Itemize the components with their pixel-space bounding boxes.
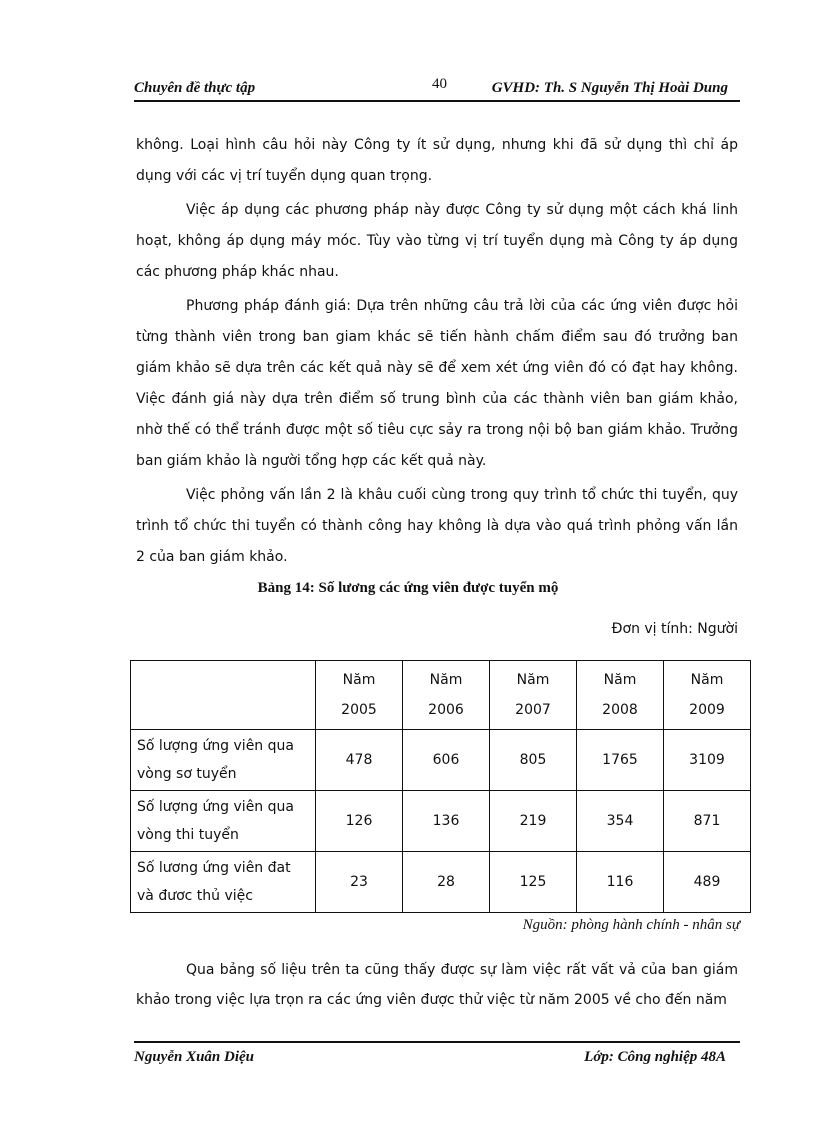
table-cell: 136 <box>403 791 490 852</box>
header-report-title: Chuyên đề thực tập <box>134 80 256 96</box>
table-header-cell <box>664 661 751 730</box>
year-value: 2007 <box>515 702 551 718</box>
closing-text <box>136 955 738 1015</box>
table-cell: 126 <box>316 791 403 852</box>
year-value: 2009 <box>689 702 725 718</box>
table-cell: 489 <box>664 852 751 913</box>
table-cell: 871 <box>664 791 751 852</box>
paragraph-3: Phương pháp đánh giá: Dựa trên những câu trả lời của các ứng viên được hỏi từng thành viên trong ban giam khác sẽ tiến hành chấm điểm sau đó trưởng ban giám khảo sẽ dựa trên các kết quả này sẽ để xem xét ứng viên đó có đạt hay không. Việc đánh giá này dựa trên điểm số trung bình của các thành viên ban giám khảo, nhờ thế có thể tránh được một số tiêu cực sảy ra trong nội bộ ban giám khảo. Trưởng ban giám khảo là người tổng hợp các kết quả này. <box>136 298 738 469</box>
table-cell: 606 <box>403 730 490 791</box>
table-cell: 116 <box>577 852 664 913</box>
year-label: Năm <box>690 672 724 688</box>
table-header-cell <box>490 661 577 730</box>
year-value: 2008 <box>602 702 638 718</box>
table-unit: Đơn vị tính: Người <box>611 621 738 637</box>
page-footer <box>134 1041 740 1069</box>
year-label: Năm <box>603 672 637 688</box>
page-number: 40 <box>432 76 447 92</box>
paragraph-5: Qua bảng số liệu trên ta cũng thấy được sự làm việc rất vất vả của ban giám khảo trong việc lựa trọn ra các ứng viên được thử việc từ năm 2005 về cho đến năm <box>136 962 738 1008</box>
table-source: Nguồn: phòng hành chính - nhân sự <box>522 917 740 933</box>
row-label: Số lượng ứng viên qua vòng sơ tuyển <box>131 730 316 791</box>
table-cell: 354 <box>577 791 664 852</box>
table-header-cell <box>403 661 490 730</box>
table-cell: 3109 <box>664 730 751 791</box>
table-cell: 23 <box>316 852 403 913</box>
table-corner-cell <box>131 661 316 730</box>
row-label: Số lương ứng viên đat và đươc thủ việc <box>131 852 316 913</box>
paragraph-4: Việc phỏng vấn lần 2 là khâu cuối cùng trong quy trình tổ chức thi tuyển, quy trình tổ chức thi tuyển có thành công hay không là dựa vào quá trình phỏng vấn lần 2 của ban giám khảo. <box>136 487 738 565</box>
table-cell: 28 <box>403 852 490 913</box>
table-row <box>131 730 751 791</box>
table-header-cell <box>577 661 664 730</box>
table-row <box>131 852 751 913</box>
row-label: Số lượng ứng viên qua vòng thi tuyển <box>131 791 316 852</box>
table-cell: 805 <box>490 730 577 791</box>
table-cell: 1765 <box>577 730 664 791</box>
table-row <box>131 791 751 852</box>
body-text <box>136 130 738 576</box>
year-value: 2006 <box>428 702 464 718</box>
year-label: Năm <box>429 672 463 688</box>
year-value: 2005 <box>341 702 377 718</box>
table-cell: 219 <box>490 791 577 852</box>
table-header-row <box>131 661 751 730</box>
table-header-cell <box>316 661 403 730</box>
footer-author: Nguyễn Xuân Diệu <box>134 1049 255 1065</box>
header-supervisor: GVHD: Th. S Nguyễn Thị Hoài Dung <box>491 80 728 96</box>
table-caption: Bảng 14: Số lương các ứng viên được tuyển mộ <box>257 580 559 596</box>
page-header <box>134 76 740 102</box>
candidates-table <box>130 660 751 913</box>
table-cell: 125 <box>490 852 577 913</box>
year-label: Năm <box>516 672 550 688</box>
year-label: Năm <box>342 672 376 688</box>
paragraph-2: Việc áp dụng các phương pháp này được Công ty sử dụng một cách khá linh hoạt, không áp dụng máy móc. Tùy vào từng vị trí tuyển dụng mà Công ty áp dụng các phương pháp khác nhau. <box>136 202 738 280</box>
paragraph-1: không. Loại hình câu hỏi này Công ty ít sử dụng, nhưng khi đã sử dụng thì chỉ áp dụng với các vị trí tuyển dụng quan trọng. <box>136 137 738 184</box>
table-cell: 478 <box>316 730 403 791</box>
footer-class: Lớp: Công nghiệp 48A <box>584 1049 726 1065</box>
